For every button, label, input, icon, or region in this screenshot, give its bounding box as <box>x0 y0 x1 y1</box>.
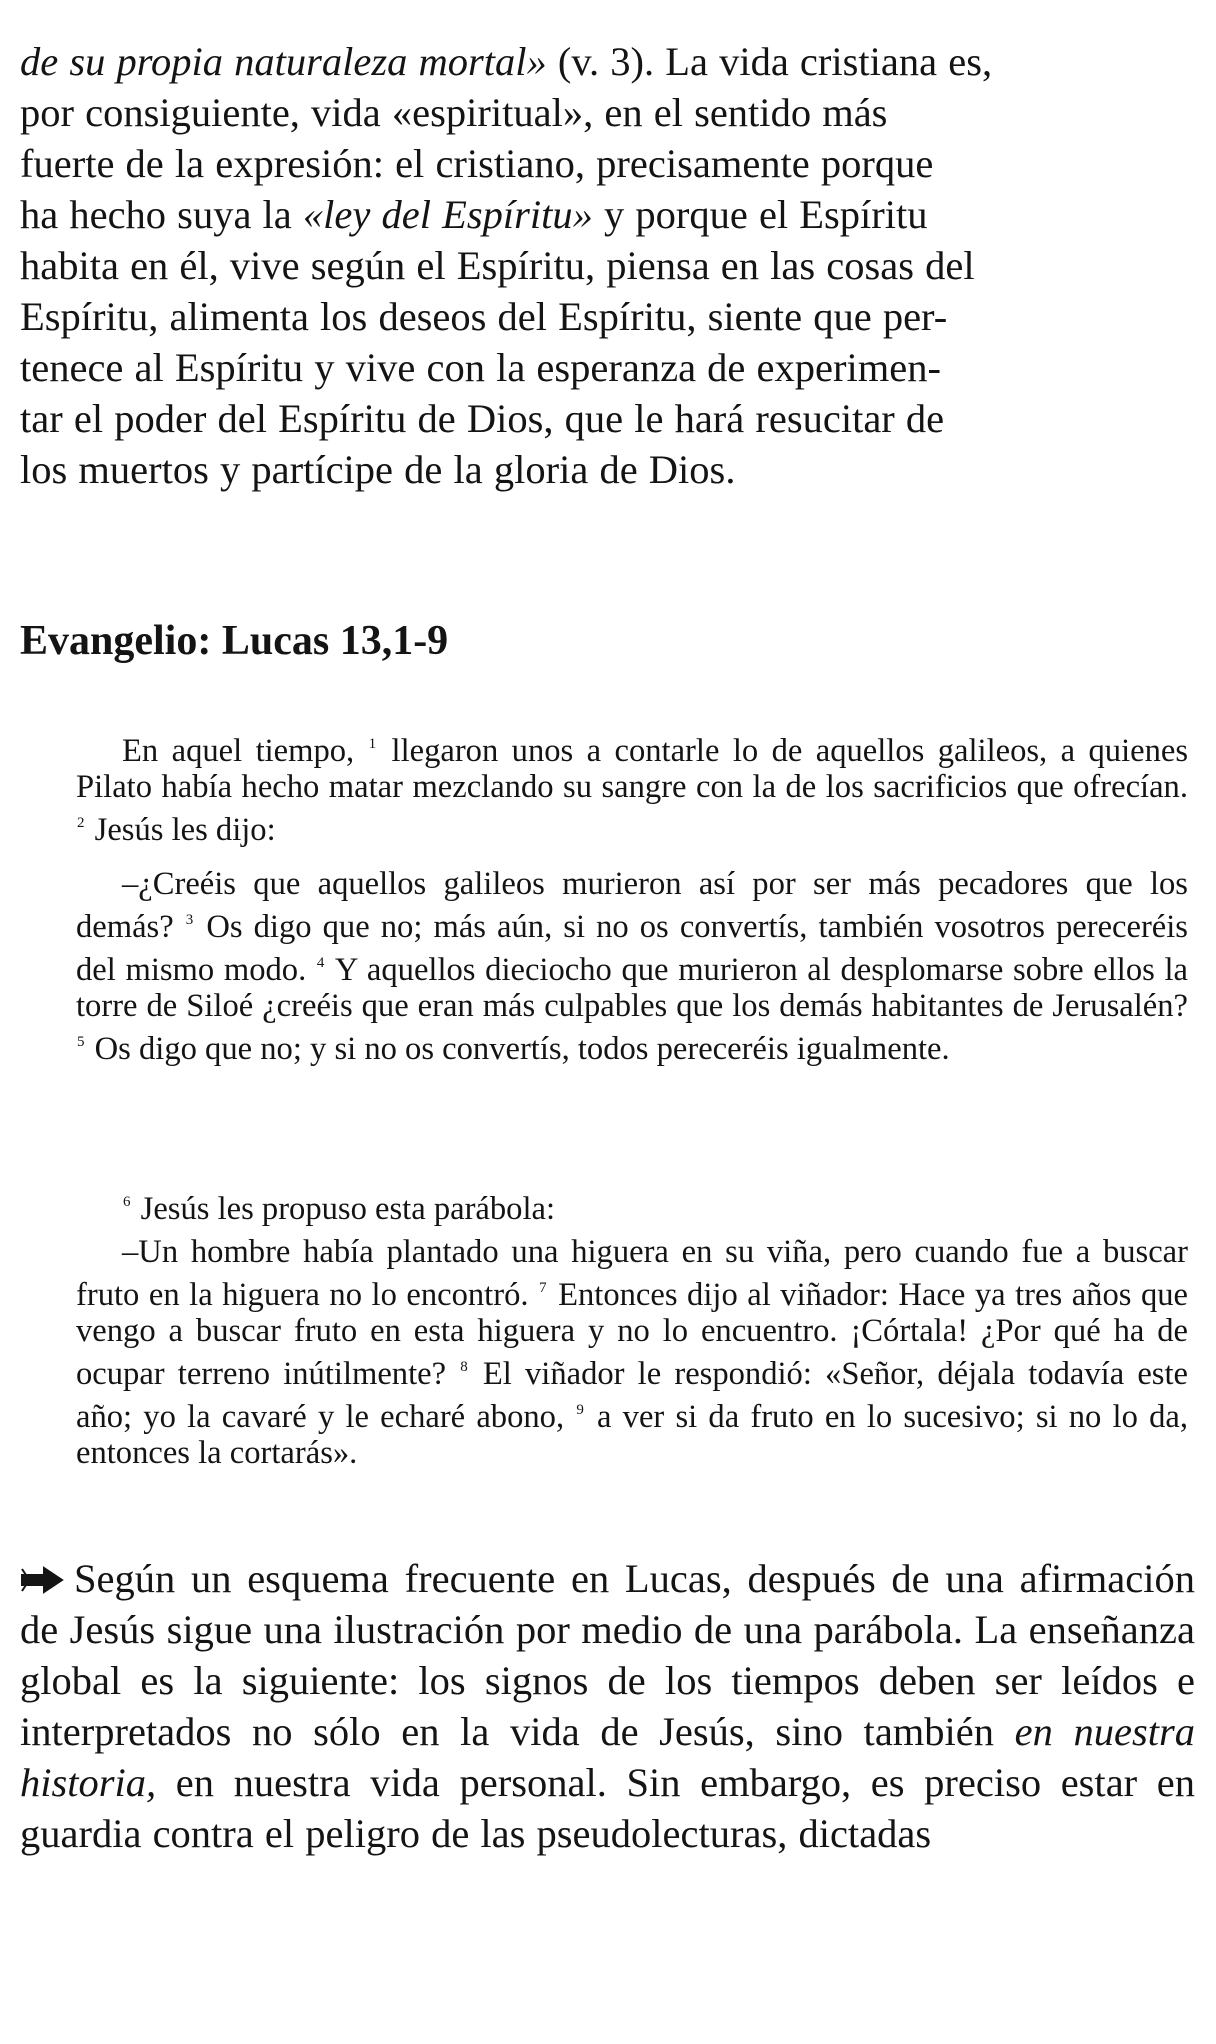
verse-number: 6 <box>123 1194 131 1210</box>
text-line: tar el poder del Espíritu de Dios, que le hará resucitar de <box>20 396 945 441</box>
right-arrow-icon <box>20 1565 64 1595</box>
verse-number: 3 <box>185 912 194 928</box>
verse-number: 8 <box>460 1359 468 1375</box>
gospel-paragraph-4: –Un hombre había plantado una higuera en su viña, pero cuando fue a buscar fruto en la higuera no lo encontró. $^7$ Entonces dijo al viñador: Hace ya tres años que vengo a buscar fruto en esta higuera y no lo encuentro. ¡Córtala! ¿Por qué ha de ocupar terreno inútilmente? $^8$ El viñador le respondió: «Señor, déjala todavía este año; yo la cavaré y le echaré abono, $^9$ a ver si da fruto en lo sucesivo; si no lo da, entonces la cortarás». <box>76 1234 1188 1471</box>
section-heading: Evangelio: Lucas 13,1-9 <box>20 618 449 664</box>
verse-number: 1 <box>368 736 377 752</box>
text-line: los muertos y partícipe de la gloria de Dios. <box>20 447 736 492</box>
gospel-paragraph-2: –¿Creéis que aquellos galileos murieron así por ser más pecadores que los demás? $^3$ Os digo que no; más aún, si no os convertís, también vosotros pereceréis del mismo modo. $^4$ Y aquellos dieciocho que murieron al desplomarse sobre ellos la torre de Siloé ¿creéis que eran más culpables que los demás habitantes de Jerusalén? $^5$ Os digo que no; y si no os convertís, todos pereceréis igualmente. <box>76 866 1189 1067</box>
gospel-paragraph-3: $^6$ Jesús les propuso esta parábola: <box>123 1191 556 1227</box>
text-line: por consiguiente, vida «espiritual», en el sentido más <box>20 90 888 135</box>
text-line: fuerte de la expresión: el cristiano, precisamente porque <box>20 141 934 186</box>
verse-number: 2 <box>77 815 85 831</box>
verse-number: 7 <box>539 1280 547 1296</box>
commentary-paragraph: Según un esquema frecuente en Lucas, después de una afirmación de Jesús sigue una ilustración por medio de una parábola. La enseñanza global es la siguiente: los signos de los tiempos deben ser leídos e interpretados no sólo en la vida de Jesús, sino también en nuestra historia, en nuestra vida personal. Sin embargo, es preciso estar en guardia contra el peligro de las pseudolecturas, dictadas <box>20 1556 1195 1856</box>
text-line: Espíritu, alimenta los deseos del Espíritu, siente que per- <box>20 294 948 339</box>
text-line: ha hecho suya la «ley del Espíritu» y porque el Espíritu <box>20 192 928 237</box>
text-line: tenece al Espíritu y vive con la esperanza de experimen- <box>20 345 941 390</box>
verse-number: 5 <box>77 1034 85 1050</box>
gospel-paragraph-1: En aquel tiempo, $^1$ llegaron unos a contarle lo de aquellos galileos, a quienes Pilato había hecho matar mezclando su sangre con la de los sacrificios que ofrecían. $^2$ Jesús les dijo: <box>76 733 1189 848</box>
top-paragraph <box>20 36 1195 495</box>
verse-number: 4 <box>316 955 325 971</box>
verse-number: 9 <box>576 1402 584 1418</box>
text-line: habita en él, vive según el Espíritu, piensa en las cosas del <box>20 243 975 288</box>
text-line: de su propia naturaleza mortal» (v. 3). La vida cristiana es, <box>20 39 993 84</box>
